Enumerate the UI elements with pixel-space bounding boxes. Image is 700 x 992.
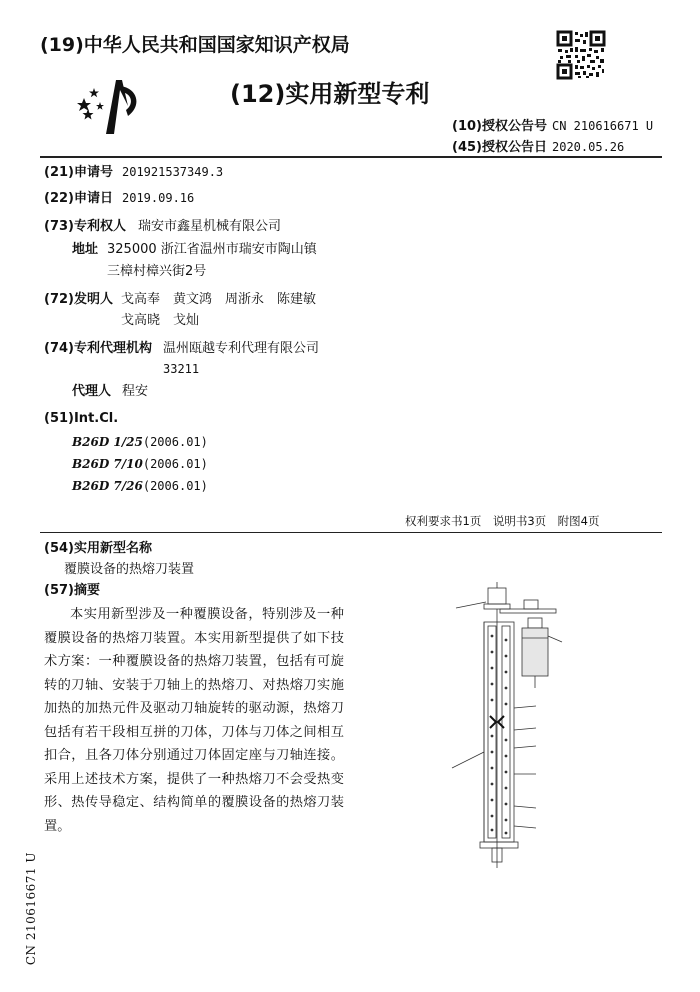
class-date: (2006.01) xyxy=(142,435,208,449)
cnipa-logo-icon xyxy=(76,76,146,140)
patentee: 瑞安市鑫星机械有限公司 xyxy=(138,219,282,234)
class-code: B26D 7/10 xyxy=(72,457,143,471)
abstract-text: 本实用新型涉及一种覆膜设备，特别涉及一种覆膜设备的热熔刀装置。本实用新型提供了如下技术方案：一种覆膜设备的热熔刀装置，包括有可旋转的刀轴、安装于刀轴上的热熔刀、对热熔刀实施加热的加热元件及驱动刀轴旋转的驱动源，热熔刀包括有若干段相互拼的刀体，刀体与刀体之间相互扣合，且各刀体分别通过刀体固定座与刀轴连接。采用上述技术方案，提供了一种热熔刀不会受热变形、热传导稳定、结构简单的覆膜设备的热熔刀装置。 xyxy=(44,607,344,834)
app-date-label: (22)申请日 xyxy=(44,191,113,206)
address-label: 地址 xyxy=(72,242,99,257)
side-publication-number: CN 210616671 U xyxy=(24,852,38,966)
pub-date-label: (45)授权公告日 xyxy=(452,140,547,155)
abstract-label: (57)摘要 xyxy=(44,583,100,598)
agency-line2: 33211 xyxy=(163,362,200,376)
address-line1: 325000 浙江省温州市瑞安市陶山镇 xyxy=(107,242,317,257)
office-name: (19)中华人民共和国国家知识产权局 xyxy=(40,34,350,56)
title-label: (54)实用新型名称 xyxy=(44,541,152,556)
class-code: B26D 7/26 xyxy=(72,479,143,493)
document-type: (12)实用新型专利 xyxy=(230,80,430,108)
agent-label: 代理人 xyxy=(72,384,112,399)
inventors-line1: 戈高奉 黄文鸿 周浙永 陈建敏 xyxy=(121,292,317,307)
class-code: B26D 1/25 xyxy=(72,435,143,449)
class-item xyxy=(72,475,208,494)
app-no-label: (21)申请号 xyxy=(44,165,113,180)
qr-code-icon xyxy=(556,30,606,84)
agency-line1: 温州瓯越专利代理有限公司 xyxy=(163,341,320,356)
class-item xyxy=(72,431,208,450)
pub-number-label: (10)授权公告号 xyxy=(452,119,547,134)
pub-number: CN 210616671 U xyxy=(552,119,654,133)
header-divider xyxy=(40,156,662,158)
inventors-line2: 戈高晓 戈灿 xyxy=(121,313,200,328)
heat-knife-drawing-icon xyxy=(440,578,570,874)
patentee-label: (73)专利权人 xyxy=(44,219,126,234)
utility-model-title: 覆膜设备的热熔刀装置 xyxy=(64,562,195,577)
intcl-label: (51)Int.Cl. xyxy=(44,411,119,426)
agency-label: (74)专利代理机构 xyxy=(44,341,152,356)
section-divider xyxy=(40,532,662,533)
inventors-label: (72)发明人 xyxy=(44,292,113,307)
class-date: (2006.01) xyxy=(142,479,208,493)
app-no: 201921537349.3 xyxy=(122,165,224,179)
class-item xyxy=(72,453,208,472)
agent: 程安 xyxy=(122,384,149,399)
pub-date: 2020.05.26 xyxy=(552,140,625,154)
class-date: (2006.01) xyxy=(142,457,208,471)
address-line2: 三樟村樟兴街2号 xyxy=(107,264,207,279)
pages-info: 权利要求书1页 说明书3页 附图4页 xyxy=(405,514,600,528)
app-date: 2019.09.16 xyxy=(122,191,195,205)
